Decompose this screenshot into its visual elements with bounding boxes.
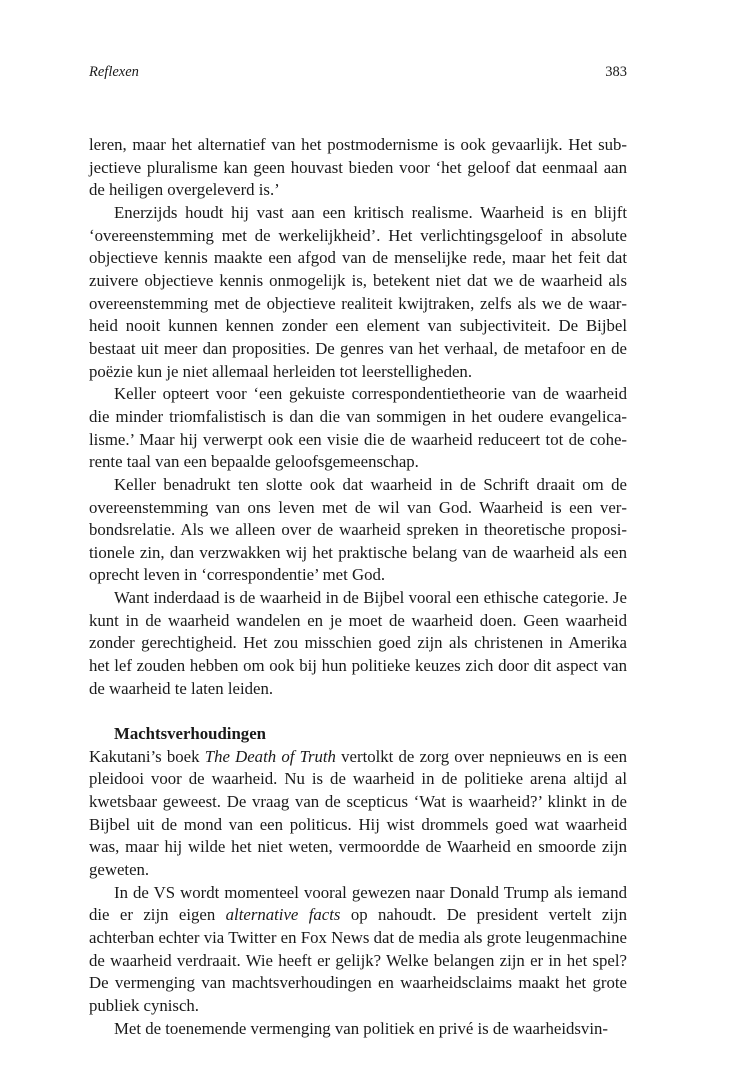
paragraph-3: Keller opteert voor ‘een gekuiste correspondentietheorie van de waarheid die minder triomfalistisch is dan die van sommigen in het oudere evangelicalisme.’ Maar hij verwerpt ook een visie die de waarheid reduceert tot de coherente taal van een bepaalde geloofsgemeenschap. (89, 384, 627, 472)
paragraph-6 (89, 746, 627, 882)
body-text (89, 134, 627, 1040)
running-title: Reflexen (89, 64, 139, 80)
alternative-facts-phrase: alternative facts (225, 905, 341, 925)
paragraph-7-start: In de VS wordt momenteel vooral gewezen naar Donald Trump als iemand die er zijn eigen (89, 882, 627, 925)
running-header (89, 64, 627, 84)
paragraph-7 (89, 882, 627, 1018)
paragraph-6-start: Kakutani’s boek (89, 746, 205, 766)
paragraph-8: Met de toenemende vermenging van politiek en privé is de waarheidsvin- (114, 1018, 608, 1038)
paragraph-2: Enerzijds houdt hij vast aan een kritisch realisme. Waarheid is en blijft ‘overeenstemming met de werkelijkheid’. Het verlichtingsgeloof in absolute objectieve kennis maakte een afgod van de menselijke rede, maar het feit dat zuivere objectieve kennis onmogelijk is, betekent niet dat we de waarheid als overeenstemming met de objectieve realiteit kwijtraken, zelfs als we de waarheid nooit kunnen kennen zonder een element van subjectiviteit. De Bijbel bestaat uit meer dan proposities. De genres van het verhaal, de metafoor en de poëzie kun je niet allemaal herleiden tot leerstelligheden. (89, 202, 627, 381)
page-number: 383 (605, 64, 627, 80)
paragraph-1: leren, maar het alternatief van het postmodernisme is ook gevaarlijk. Het subjectieve pluralisme kan geen houvast bieden voor ‘het geloof dat eenmaal aan de heiligen overgeleverd is.’ (89, 135, 627, 200)
paragraph-6-rest: vertolkt de zorg over nepnieuws en is een pleidooi voor de waarheid. Nu is de waarheid in de politieke arena altijd al kwetsbaar geweest. De vraag van de scepticus ‘Wat is waarheid?’ klinkt in de Bijbel uit de mond van een politicus. Hij wist drommels goed wat waarheid was, maar hij wilde het niet weten, vermoordde de Waarheid en smoorde zijn geweten. (89, 746, 628, 879)
book-title: The Death of Truth (204, 746, 336, 766)
paragraph-4: Keller benadrukt ten slotte ook dat waarheid in de Schrift draait om de overeenstemming van ons leven met de wil van God. Waarheid is een verbondsrelatie. Als we alleen over de waarheid spreken in theoretische propositionele zin, dan verzwakken wij het praktische belang van de waarheid als een oprecht leven in ‘correspondentie’ met God. (89, 474, 627, 585)
paragraph-7-rest: op nahoudt. De president vertelt zijn achterban echter via Twitter en Fox News dat de media als grote leugenmachine de waarheid verdraait. Wie heeft er gelijk? Welke belangen zijn er in het spel? De vermenging van machtsverhoudingen en waarheidsclaims maakt het grote publiek cynisch. (89, 905, 627, 1015)
section-heading: Machtsverhoudingen (114, 724, 266, 744)
paragraph-5: Want inderdaad is de waarheid in de Bijbel vooral een ethische categorie. Je kunt in de waarheid wandelen en je moet de waarheid doen. Geen waarheid zonder gerechtigheid. Het zou misschien goed zijn als christenen in Amerika het lef zouden hebben om ook bij hun politieke keuzes zich door dit aspect van de waarheid te laten leiden. (89, 588, 627, 698)
